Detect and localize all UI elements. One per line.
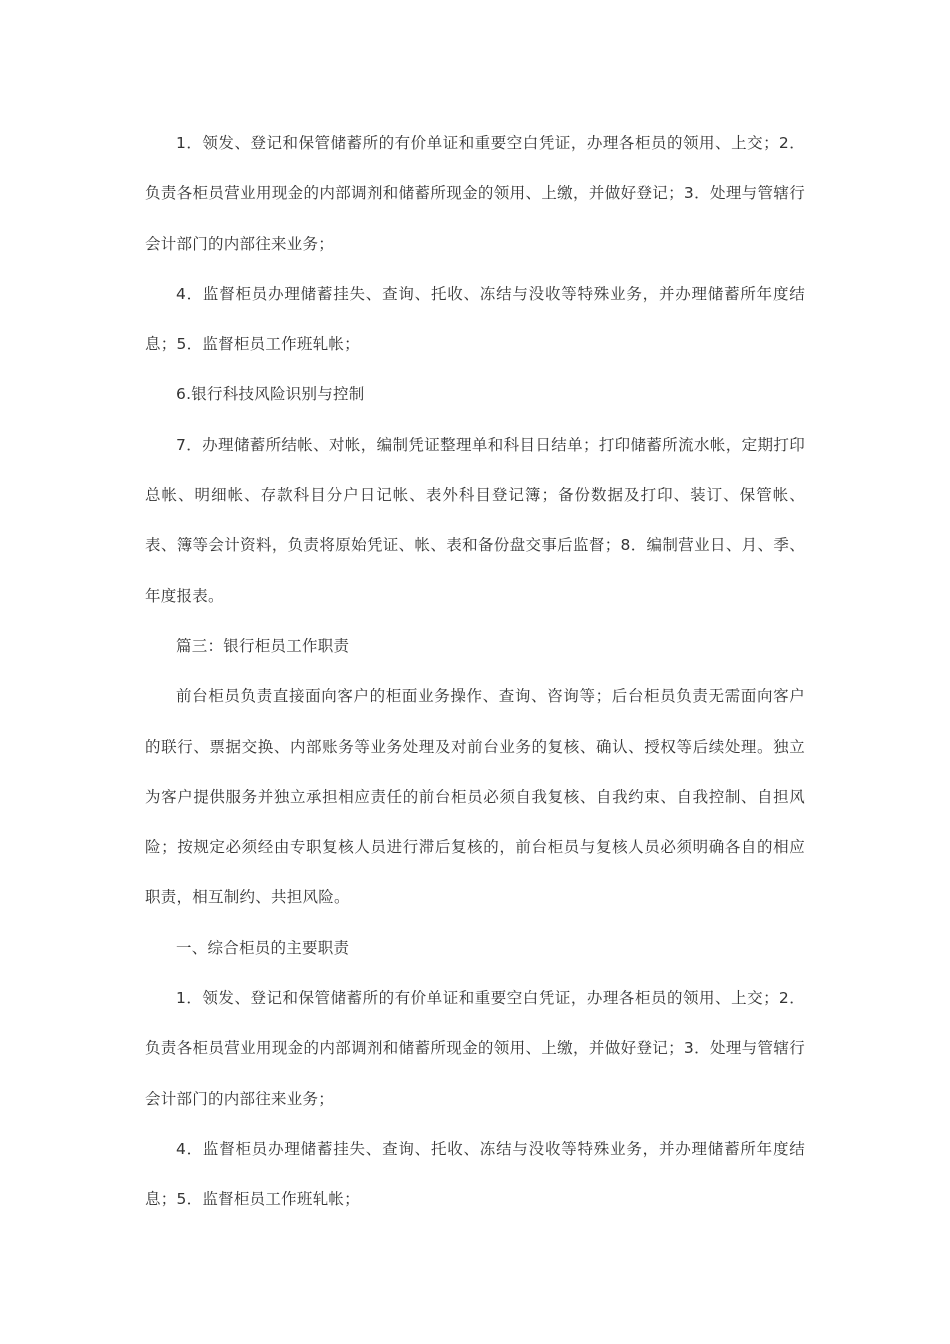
paragraph-front-back-teller-duties: 前台柜员负责直接面向客户的柜面业务操作、查询、咨询等；后台柜员负责无需面向客户的联行、票据交换、内部账务等业务处理及对前台业务的复核、确认、授权等后续处理。独立为客户提供服务并独立承担相应责任的前台柜员必须自我复核、自我约束、自我控制、自担风险；按规定必须经由专职复核人员进行滞后复核的，前台柜员与复核人员必须明确各自的相应职责，相互制约、共担风险。 <box>145 687 805 907</box>
paragraph-cash-and-vouchers-1: 1．领发、登记和保管储蓄所的有价单证和重要空白凭证，办理各柜员的领用、上交；2．负责各柜员营业用现金的内部调剂和储蓄所现金的领用、上缴，并做好登记；3．处理与管辖行会计部门的内部往来业务； <box>145 134 805 253</box>
paragraph-tech-risk: 6.银行科技风险识别与控制 <box>176 385 365 404</box>
section-heading-part-three: 篇三：银行柜员工作职责 <box>176 636 350 655</box>
section-heading-comprehensive-teller: 一、综合柜员的主要职责 <box>176 938 350 957</box>
document-body <box>145 118 805 1225</box>
paragraph-accounts-and-reports: 7．办理储蓄所结帐、对帐，编制凭证整理单和科目日结单；打印储蓄所流水帐，定期打印总帐、明细帐、存款科目分户日记帐、表外科目登记簿；备份数据及打印、装订、保管帐、表、簿等会计资料，负责将原始凭证、帐、表和备份盘交事后监督；8．编制营业日、月、季、年度报表。 <box>145 435 805 605</box>
paragraph-supervise-special-business-2: 4．监督柜员办理储蓄挂失、查询、托收、冻结与没收等特殊业务，并办理储蓄所年度结息；5．监督柜员工作班轧帐； <box>145 1139 805 1209</box>
paragraph-supervise-special-business-1: 4．监督柜员办理储蓄挂失、查询、托收、冻结与没收等特殊业务，并办理储蓄所年度结息；5．监督柜员工作班轧帐； <box>145 284 805 354</box>
paragraph-cash-and-vouchers-2: 1．领发、登记和保管储蓄所的有价单证和重要空白凭证，办理各柜员的领用、上交；2．负责各柜员营业用现金的内部调剂和储蓄所现金的领用、上缴，并做好登记；3．处理与管辖行会计部门的内部往来业务； <box>145 989 805 1108</box>
